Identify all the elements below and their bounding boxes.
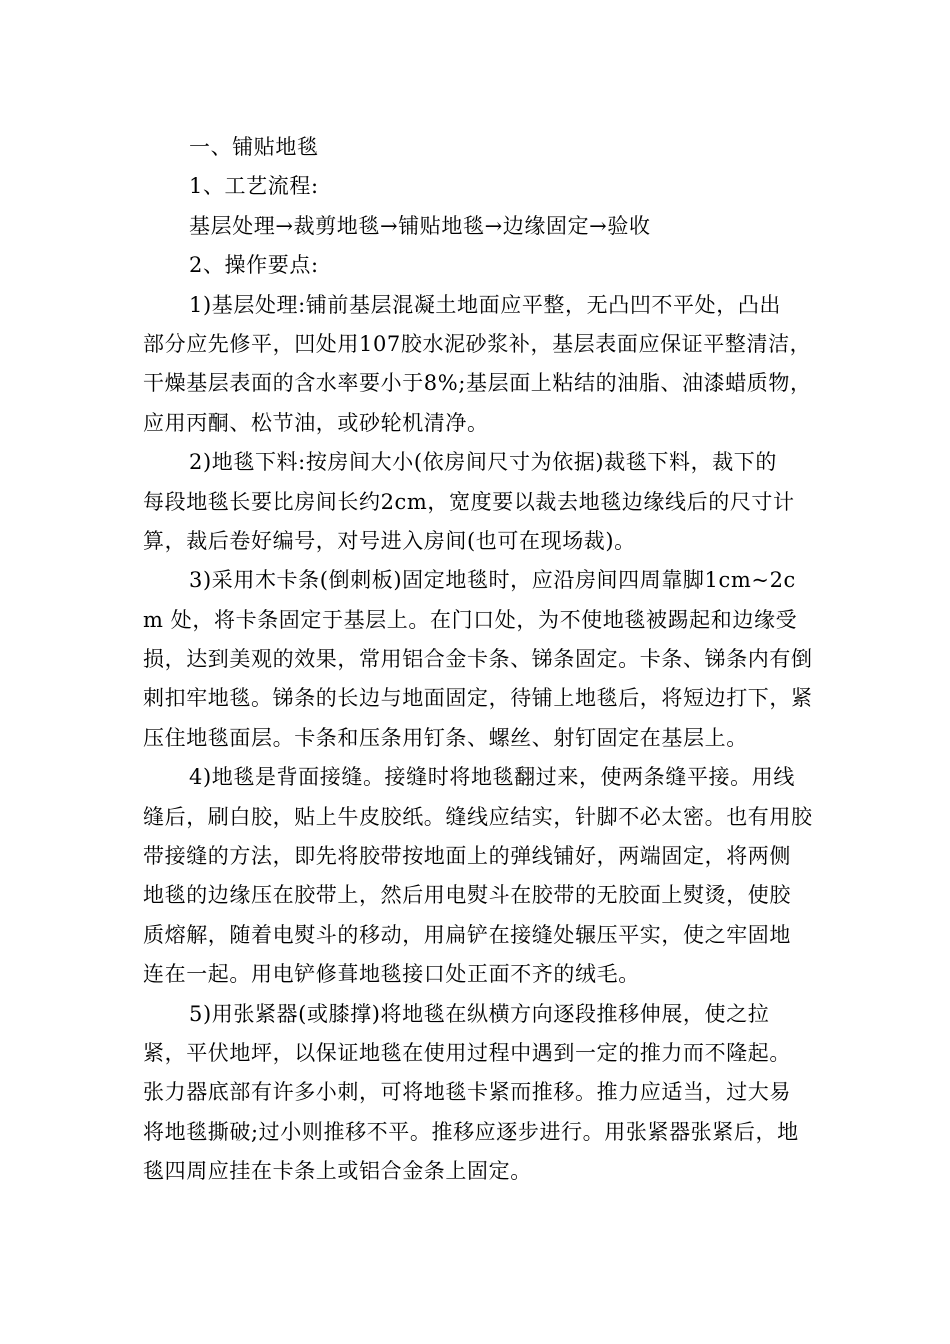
process-flow-text: 基层处理→裁剪地毯→铺贴地毯→边缘固定→验收 xyxy=(189,213,651,238)
paragraph-line: m 处，将卡条固定于基层上。在门口处，为不使地毯被踢起和边缘受 xyxy=(143,607,798,632)
subsection-title-key-points: 2、操作要点: xyxy=(189,253,319,278)
paragraph-line: 缝后，刷白胶，贴上牛皮胶纸。缝线应结实，针脚不必太密。也有用胶 xyxy=(143,804,813,829)
paragraph-line: 算，裁后卷好编号，对号进入房间(也可在现场裁)。 xyxy=(143,528,636,553)
paragraph-line: 刺扣牢地毯。锑条的长边与地面固定，待铺上地毯后，将短边打下，紧 xyxy=(143,686,813,711)
paragraph-line: 质熔解，随着电熨斗的移动，用扁铲在接缝处辗压平实，使之牢固地 xyxy=(143,922,791,947)
paragraph-line: 毯四周应挂在卡条上或铝合金条上固定。 xyxy=(143,1159,532,1184)
paragraph-line: 带接缝的方法，即先将胶带按地面上的弹线铺好，两端固定，将两侧 xyxy=(143,844,791,869)
paragraph-line: 干燥基层表面的含水率要小于8%;基层面上粘结的油脂、油漆蜡质物， xyxy=(143,371,812,396)
paragraph-carpet-cutting xyxy=(143,443,823,561)
paragraph-line: 应用丙酮、松节油，或砂轮机清净。 xyxy=(143,410,489,435)
paragraph-line: 紧，平伏地坪，以保证地毯在使用过程中遇到一定的推力而不隆起。 xyxy=(143,1040,791,1065)
paragraph-stretching xyxy=(143,995,823,1192)
paragraph-line: 压住地毯面层。卡条和压条用钉条、螺丝、射钉固定在基层上。 xyxy=(143,725,748,750)
paragraph-line: 每段地毯长要比房间长约2cm，宽度要以裁去地毯边缘线后的尺寸计 xyxy=(143,489,795,514)
paragraph-line: 2)地毯下料:按房间大小(依房间尺寸为依据)裁毯下料，裁下的 xyxy=(189,450,778,475)
paragraph-line: 地毯的边缘压在胶带上，然后用电熨斗在胶带的无胶面上熨烫，使胶 xyxy=(143,883,791,908)
paragraph-line: 部分应先修平，凹处用107胶水泥砂浆补，基层表面应保证平整清洁， xyxy=(143,331,812,356)
document-body xyxy=(143,128,823,1192)
paragraph-line: 连在一起。用电铲修葺地毯接口处正面不齐的绒毛。 xyxy=(143,962,640,987)
subsection-title-process: 1、工艺流程: xyxy=(189,174,319,199)
paragraph-line: 将地毯撕破;过小则推移不平。推移应逐步进行。用张紧器张紧后，地 xyxy=(143,1119,799,1144)
paragraph-base-treatment xyxy=(143,286,823,444)
paragraph-line: 1)基层处理:铺前基层混凝土地面应平整，无凸凹不平处，凸出 xyxy=(189,292,782,317)
paragraph-fixing-strips xyxy=(143,561,823,758)
paragraph-line: 5)用张紧器(或膝撑)将地毯在纵横方向逐段推移伸展，使之拉 xyxy=(189,1001,770,1026)
paragraph-line: 4)地毯是背面接缝。接缝时将地毯翻过来，使两条缝平接。用线 xyxy=(189,765,795,790)
paragraph-seaming xyxy=(143,758,823,994)
paragraph-line: 3)采用木卡条(倒刺板)固定地毯时，应沿房间四周靠脚1cm~2c xyxy=(189,568,796,593)
section-heading: 一、铺贴地毯 xyxy=(189,135,319,159)
paragraph-line: 张力器底部有许多小刺，可将地毯卡紧而推移。推力应适当，过大易 xyxy=(143,1080,791,1105)
paragraph-line: 损，达到美观的效果，常用铝合金卡条、锑条固定。卡条、锑条内有倒 xyxy=(143,647,813,672)
